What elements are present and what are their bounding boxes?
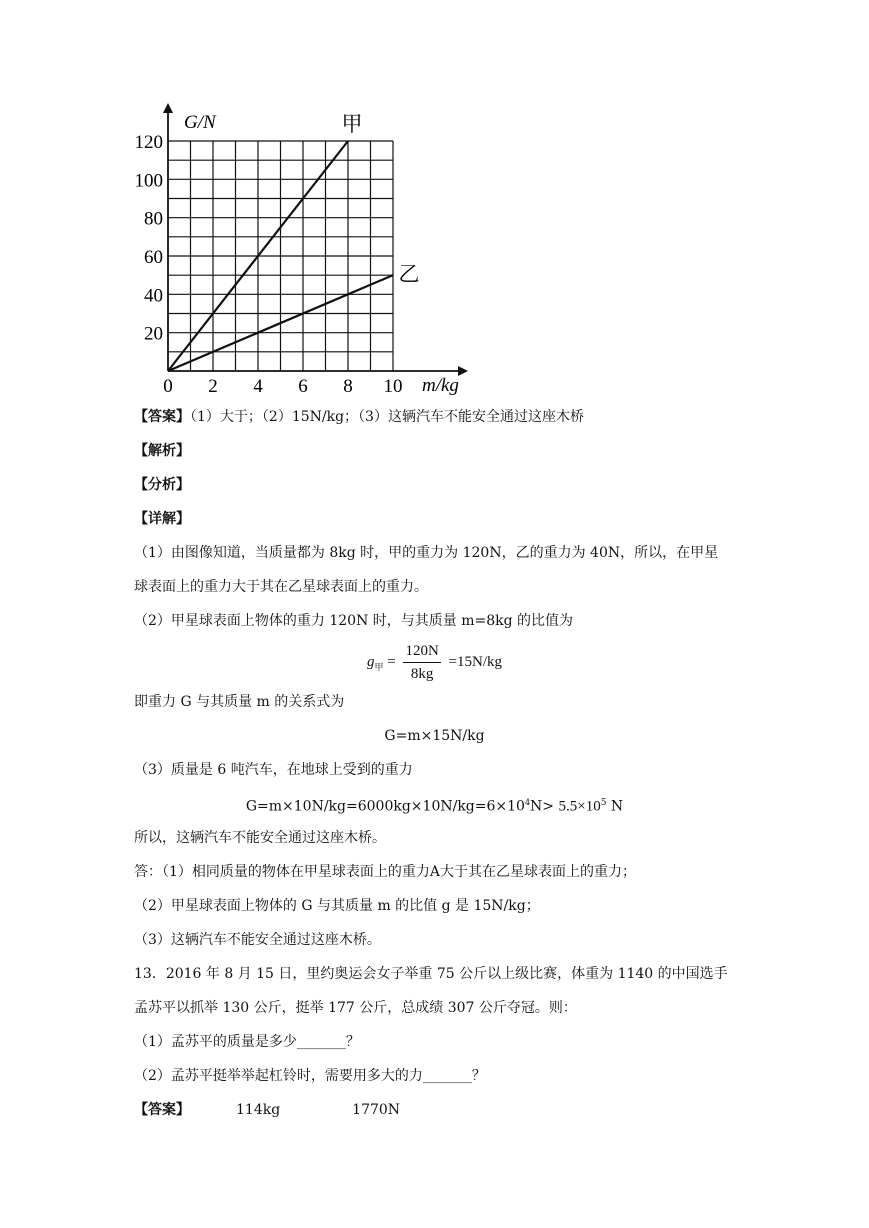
formula-eq: = — [387, 653, 396, 670]
y-tick-label: 80 — [144, 208, 163, 230]
fenxi-tag: 【分析】 — [134, 477, 190, 493]
x-tick-label: 10 — [383, 376, 403, 397]
formula-3-part-c: 5.5×10 — [558, 798, 601, 815]
formula-g-jia — [0, 640, 869, 685]
formula-3-exp-a: 4 — [524, 798, 531, 807]
formula-result: =15N/kg — [448, 653, 503, 670]
answer-2-tag: 【答案】 — [134, 1102, 190, 1118]
answer-tag: 【答案】 — [134, 409, 190, 425]
chart-axes — [163, 103, 468, 376]
fraction-denominator: 8kg — [410, 666, 434, 682]
y-axis-arrow — [163, 103, 173, 113]
y-tick-label: 20 — [144, 323, 163, 345]
paragraph-2: （2）甲星球表面上物体的重力 120N 时，与其质量 m=8kg 的比值为 — [134, 613, 574, 629]
formula-3-exp-c: 5 — [600, 798, 607, 808]
reply-3: （3）这辆汽车不能安全通过这座木桥。 — [134, 932, 381, 948]
detail-tag: 【详解】 — [134, 511, 190, 527]
answer-2-line — [134, 1100, 400, 1120]
paragraph-3: 即重力 G 与其质量 m 的关系式为 — [134, 694, 345, 710]
formula-3-part-b: N> — [530, 798, 555, 815]
x-tick-label: 0 — [163, 376, 173, 397]
reply-1: 答：（1）相同质量的物体在甲星球表面上的重力A大于其在乙星球表面上的重力； — [134, 864, 637, 880]
chart-grid — [168, 141, 393, 371]
paragraph-5: 所以，这辆汽车不能安全通过这座木桥。 — [134, 830, 386, 846]
paragraph-4: （3）质量是 6 吨汽车，在地球上受到的重力 — [134, 762, 413, 778]
formula-3 — [0, 793, 869, 817]
reply-2: （2）甲星球表面上物体的 G 与其质量 m 的比值 g 是 15N/kg； — [134, 898, 540, 914]
answer-line — [134, 407, 584, 427]
chart-ticks — [135, 132, 403, 397]
fraction-numerator: 120N — [403, 640, 440, 663]
y-tick-label: 40 — [144, 285, 163, 307]
formula-3-part-d: N — [610, 798, 624, 815]
formula-3-part-a: G=m×10N/kg=6000kg×10N/kg=6×10 — [245, 798, 525, 815]
formula-g: g — [366, 653, 375, 670]
question-13-line-2: 孟苏平以抓举 130 公斤，挺举 177 公斤，总成绩 307 公斤夺冠。则： — [134, 1000, 577, 1016]
formula-sub: 甲 — [374, 661, 384, 672]
x-axis-label: m/kg — [422, 375, 459, 396]
answer-text: （1）大于；（2）15N/kg；（3）这辆汽车不能安全通过这座木桥 — [190, 409, 584, 425]
answer-2-value-1: 114kg — [236, 1102, 281, 1118]
x-tick-label: 4 — [253, 376, 263, 397]
answer-2-value-2: 1770N — [352, 1102, 401, 1118]
x-tick-label: 2 — [208, 376, 218, 397]
formula-2: G=m×15N/kg — [384, 728, 485, 744]
question-13-sub-1: （1）孟苏平的质量是多少_______？ — [134, 1034, 360, 1050]
y-tick-label: 120 — [134, 132, 163, 153]
weight-mass-chart — [120, 100, 480, 400]
x-tick-label: 6 — [298, 376, 308, 397]
question-13-sub-2: （2）孟苏平挺举举起杠铃时，需要用多大的力_______？ — [134, 1068, 486, 1084]
series-label-jia: 甲 — [341, 112, 363, 136]
paragraph-1-line-1: （1）由图像知道，当质量都为 8kg 时，甲的重力为 120N，乙的重力为 40N，所以，在甲星 — [134, 545, 719, 561]
series-label-yi: 乙 — [398, 262, 420, 287]
x-axis-arrow — [458, 366, 468, 376]
y-tick-label: 60 — [144, 247, 163, 268]
question-13-line-1: 13．2016 年 8 月 15 日，里约奥运会女子举重 75 公斤以上级比赛，体重为 1140 的中国选手 — [134, 966, 728, 982]
fraction — [403, 640, 440, 685]
analysis-tag: 【解析】 — [134, 443, 190, 459]
paragraph-1-line-2: 球表面上的重力大于其在乙星球表面上的重力。 — [134, 579, 428, 595]
y-axis-label: G/N — [184, 112, 216, 133]
x-tick-label: 8 — [343, 376, 353, 397]
y-tick-label: 100 — [134, 170, 163, 192]
